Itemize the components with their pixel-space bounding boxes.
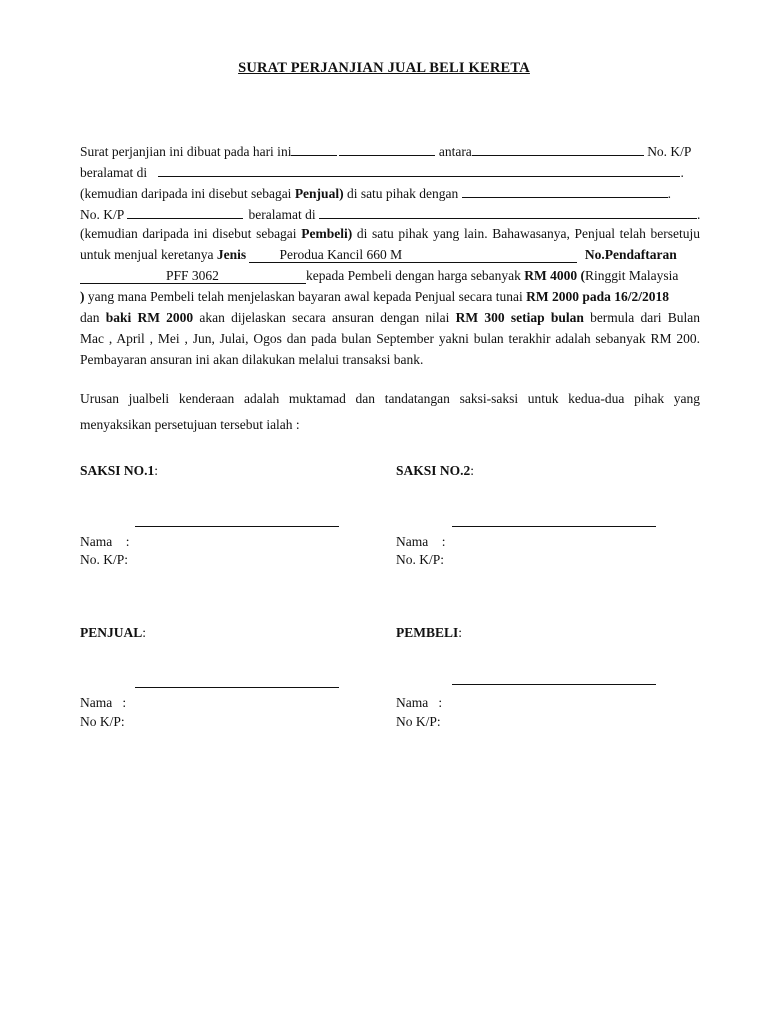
saksi1-kp: No. K/P: <box>80 552 129 567</box>
penjual-nama: Nama : <box>80 695 127 710</box>
para1-line8 <box>80 288 700 306</box>
text: No.Pendaftaran <box>584 247 677 262</box>
penjual-signature-line[interactable] <box>135 687 339 688</box>
text: RM 4000 <box>524 268 578 283</box>
text: . <box>680 165 684 180</box>
text: di satu pihak yang lain. Bahawasanya, Penjual telah bersetuju <box>352 226 701 241</box>
text: dan <box>80 310 106 325</box>
para1-line6 <box>80 246 700 264</box>
text: SAKSI NO.1 <box>80 463 155 478</box>
text: yang mana Pembeli telah menjelaskan bayaran awal kepada Penjual secara tunai <box>84 289 527 304</box>
text: akan dijelaskan secara ansuran dengan nilai <box>193 310 456 325</box>
text: beralamat di <box>80 165 148 180</box>
para1-line3 <box>80 183 700 203</box>
pembeli-signature-line[interactable] <box>452 684 656 685</box>
para1-line9 <box>80 309 700 327</box>
saksi2-heading <box>396 463 474 479</box>
text: Pembeli) <box>301 226 353 241</box>
text: : <box>142 625 147 640</box>
text: (kemudian daripada ini disebut sebagai <box>80 186 295 201</box>
car-type-value: Perodua Kancil 660 M <box>279 247 403 262</box>
text: Penjual) <box>294 186 344 201</box>
para1-line7 <box>80 267 700 285</box>
saksi1-heading <box>80 463 158 479</box>
para1-line11: Pembayaran ansuran ini akan dilakukan melalui transaksi bank. <box>80 352 424 367</box>
text: PEMBELI <box>396 625 459 640</box>
document-title: SURAT PERJANJIAN JUAL BELI KERETA <box>238 60 530 76</box>
text: beralamat di <box>248 207 316 222</box>
text: di satu pihak dengan <box>343 186 459 201</box>
saksi1-signature-line[interactable] <box>135 526 339 527</box>
plate-field[interactable] <box>80 268 306 284</box>
saksi2-nama: Nama : <box>396 534 446 549</box>
penjual-heading <box>80 625 146 641</box>
pembeli-kp: No K/P: <box>396 714 441 729</box>
para1-line4 <box>80 204 700 224</box>
plate-value: PFF 3062 <box>166 268 219 283</box>
para2-line2: menyaksikan persetujuan tersebut ialah : <box>80 417 300 432</box>
text: Surat perjanjian ini dibuat pada hari ini <box>80 144 292 159</box>
text: ( <box>577 268 586 283</box>
blank-buyer-kp[interactable] <box>127 204 243 219</box>
text: . <box>667 186 672 201</box>
text: . <box>696 207 701 222</box>
pembeli-heading <box>396 625 462 641</box>
blank-date-2[interactable] <box>339 141 435 156</box>
blank-date-1[interactable] <box>291 141 337 156</box>
blank-seller-address[interactable] <box>158 162 680 177</box>
text: No. K/P <box>80 207 124 222</box>
text: No. K/P <box>647 144 692 159</box>
text: Ringgit Malaysia <box>585 268 679 283</box>
text: RM 2000 pada 16/2/2018 <box>526 289 669 304</box>
text: : <box>458 625 463 640</box>
text: kepada Pembeli dengan harga sebanyak <box>306 268 525 283</box>
saksi2-kp: No. K/P: <box>396 552 445 567</box>
saksi2-signature-line[interactable] <box>452 526 656 527</box>
text: (kemudian daripada ini disebut sebagai <box>80 226 302 241</box>
text: SAKSI NO.2 <box>396 463 471 478</box>
blank-seller-name[interactable] <box>472 141 644 156</box>
blank-buyer-address[interactable] <box>319 204 697 219</box>
para1-line5 <box>80 225 700 243</box>
text: untuk menjual keretanya <box>80 247 217 262</box>
text: bermula dari Bulan <box>583 310 700 325</box>
text: RM 300 setiap bulan <box>455 310 584 325</box>
text: ) <box>80 289 85 304</box>
text: : <box>470 463 475 478</box>
text: Jenis <box>216 247 247 262</box>
blank-buyer-name[interactable] <box>462 183 668 198</box>
para1-line2 <box>80 162 700 182</box>
penjual-kp: No K/P: <box>80 714 125 729</box>
text: : <box>154 463 159 478</box>
pembeli-nama: Nama : <box>396 695 443 710</box>
para2-line1: Urusan jualbeli kenderaan adalah muktamad dan tandatangan saksi-saksi untuk kedua-dua pihak yang <box>80 391 700 406</box>
para1-line1 <box>80 141 700 161</box>
saksi1-nama: Nama : <box>80 534 130 549</box>
para1-line10: Mac , April , Mei , Jun, Julai, Ogos dan pada bulan September yakni bulan terakhir adalah sebanyak RM 200. <box>80 331 700 346</box>
text: antara <box>438 144 472 159</box>
text: baki RM 2000 <box>105 310 194 325</box>
text: PENJUAL <box>80 625 143 640</box>
car-type-field[interactable] <box>249 247 577 263</box>
